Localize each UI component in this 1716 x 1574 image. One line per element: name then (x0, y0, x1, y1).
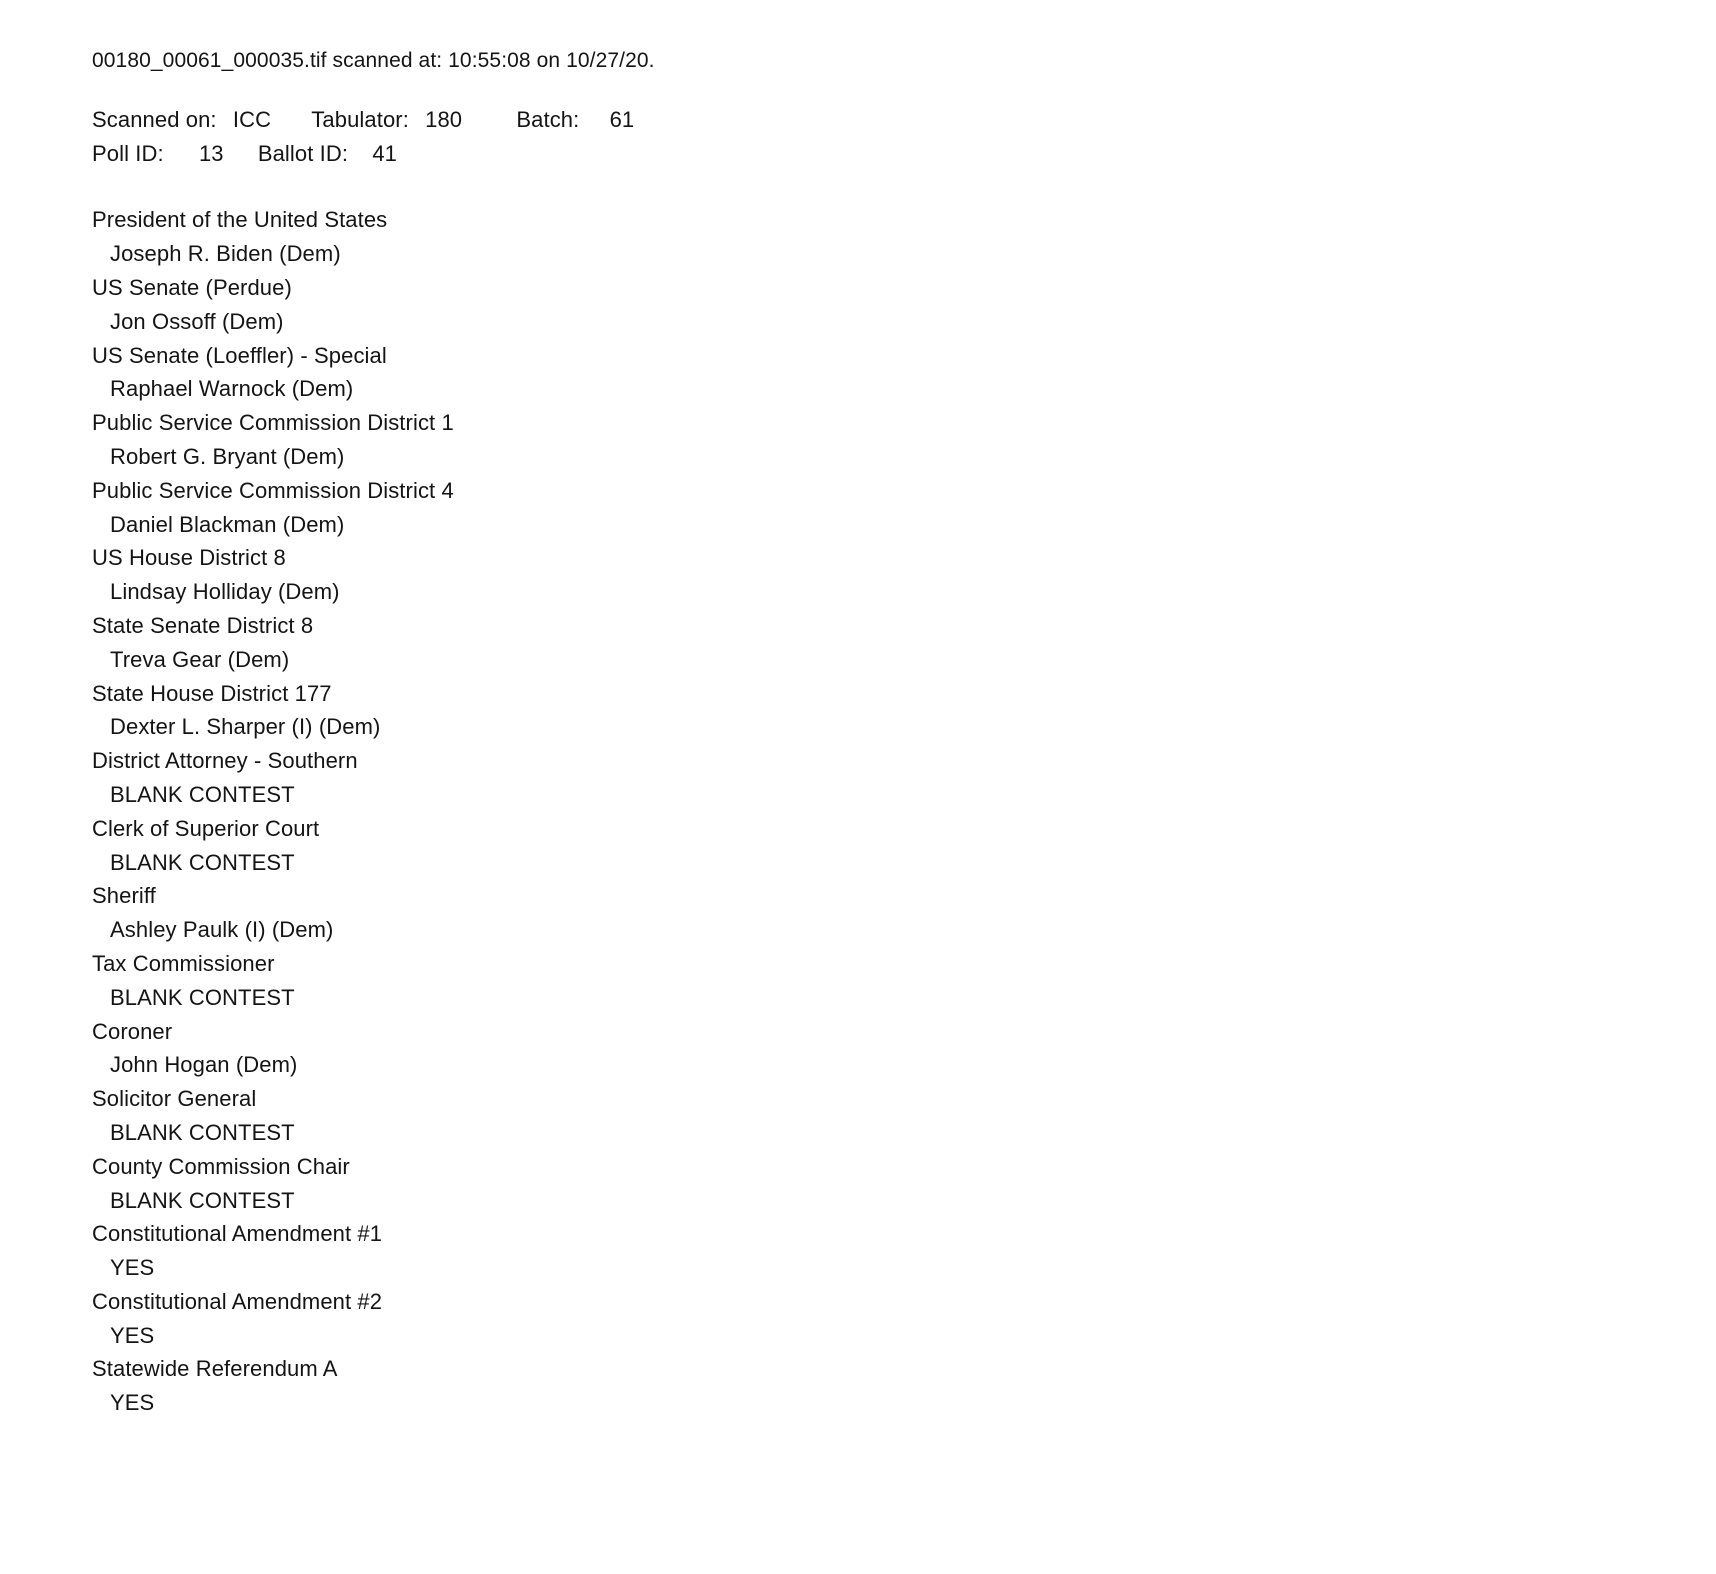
contest-block (92, 1082, 1656, 1150)
contest-block (92, 541, 1656, 609)
contest-selection: BLANK CONTEST (110, 984, 295, 1010)
poll-id-label: Poll ID: (92, 140, 164, 166)
contest-selection: Ashley Paulk (I) (Dem) (110, 917, 334, 943)
contest-list (92, 203, 1656, 1420)
contest-block (92, 744, 1656, 812)
tabulator-value: 180 (425, 106, 463, 132)
batch-label: Batch: (516, 106, 580, 132)
contest-title: Clerk of Superior Court (92, 815, 320, 841)
contest-block (92, 474, 1656, 542)
contest-title: Statewide Referendum A (92, 1356, 338, 1382)
contest-block (92, 203, 1656, 271)
contest-title: Public Service Commission District 4 (92, 477, 454, 503)
contest-title: Sheriff (92, 883, 156, 909)
contest-title: Constitutional Amendment #1 (92, 1221, 383, 1247)
contest-block (92, 1015, 1656, 1083)
contest-selection: Daniel Blackman (Dem) (110, 511, 345, 537)
contest-selection: Robert G. Bryant (Dem) (110, 443, 345, 469)
contest-selection: Raphael Warnock (Dem) (110, 376, 354, 402)
scanned-on-label: Scanned on: (92, 106, 217, 132)
scan-source-line (92, 103, 1656, 137)
contest-selection: Treva Gear (Dem) (110, 646, 290, 672)
contest-block (92, 271, 1656, 339)
scanned-on-value: ICC (232, 106, 272, 132)
batch-value: 61 (609, 106, 635, 132)
contest-selection: BLANK CONTEST (110, 781, 295, 807)
contest-block (92, 677, 1656, 745)
contest-block (92, 1352, 1656, 1420)
contest-title: Public Service Commission District 1 (92, 410, 454, 436)
contest-title: US Senate (Loeffler) - Special (92, 342, 387, 368)
scan-filename-line: 00180_00061_000035.tif scanned at: 10:55:08 on 10/27/20. (92, 49, 655, 72)
contest-title: Solicitor General (92, 1086, 257, 1112)
ballot-id-label: Ballot ID: (257, 140, 349, 166)
contest-selection: YES (110, 1255, 155, 1281)
tabulator-label: Tabulator: (311, 106, 409, 132)
contest-selection: John Hogan (Dem) (110, 1052, 298, 1078)
contest-title: State House District 177 (92, 680, 332, 706)
contest-title: US House District 8 (92, 545, 286, 571)
contest-selection: Jon Ossoff (Dem) (110, 308, 284, 334)
contest-title: Tax Commissioner (92, 950, 275, 976)
contest-block (92, 812, 1656, 880)
contest-selection: YES (110, 1390, 155, 1416)
ballot-id-value: 41 (372, 140, 397, 166)
contest-title: State Senate District 8 (92, 612, 314, 638)
contest-block (92, 947, 1656, 1015)
contest-title: Constitutional Amendment #2 (92, 1288, 383, 1314)
poll-id-value: 13 (198, 140, 224, 166)
contest-block (92, 609, 1656, 677)
scanned-ballot-report (92, 44, 1656, 1420)
contest-selection: Dexter L. Sharper (I) (Dem) (110, 714, 381, 740)
contest-block (92, 406, 1656, 474)
contest-block (92, 1285, 1656, 1353)
ballot-id-line (92, 137, 1656, 171)
contest-title: Coroner (92, 1018, 173, 1044)
contest-selection: BLANK CONTEST (110, 1187, 295, 1213)
contest-title: County Commission Chair (92, 1153, 350, 1179)
contest-block (92, 879, 1656, 947)
contest-selection: YES (110, 1322, 155, 1348)
contest-block (92, 339, 1656, 407)
scan-info-block (92, 103, 1656, 171)
contest-selection: Joseph R. Biden (Dem) (110, 241, 341, 267)
contest-title: US Senate (Perdue) (92, 274, 292, 300)
contest-block (92, 1150, 1656, 1218)
contest-selection: BLANK CONTEST (110, 849, 295, 875)
contest-title: President of the United States (92, 207, 388, 233)
contest-block (92, 1217, 1656, 1285)
contest-selection: Lindsay Holliday (Dem) (110, 579, 340, 605)
contest-selection: BLANK CONTEST (110, 1119, 295, 1145)
contest-title: District Attorney - Southern (92, 748, 358, 774)
